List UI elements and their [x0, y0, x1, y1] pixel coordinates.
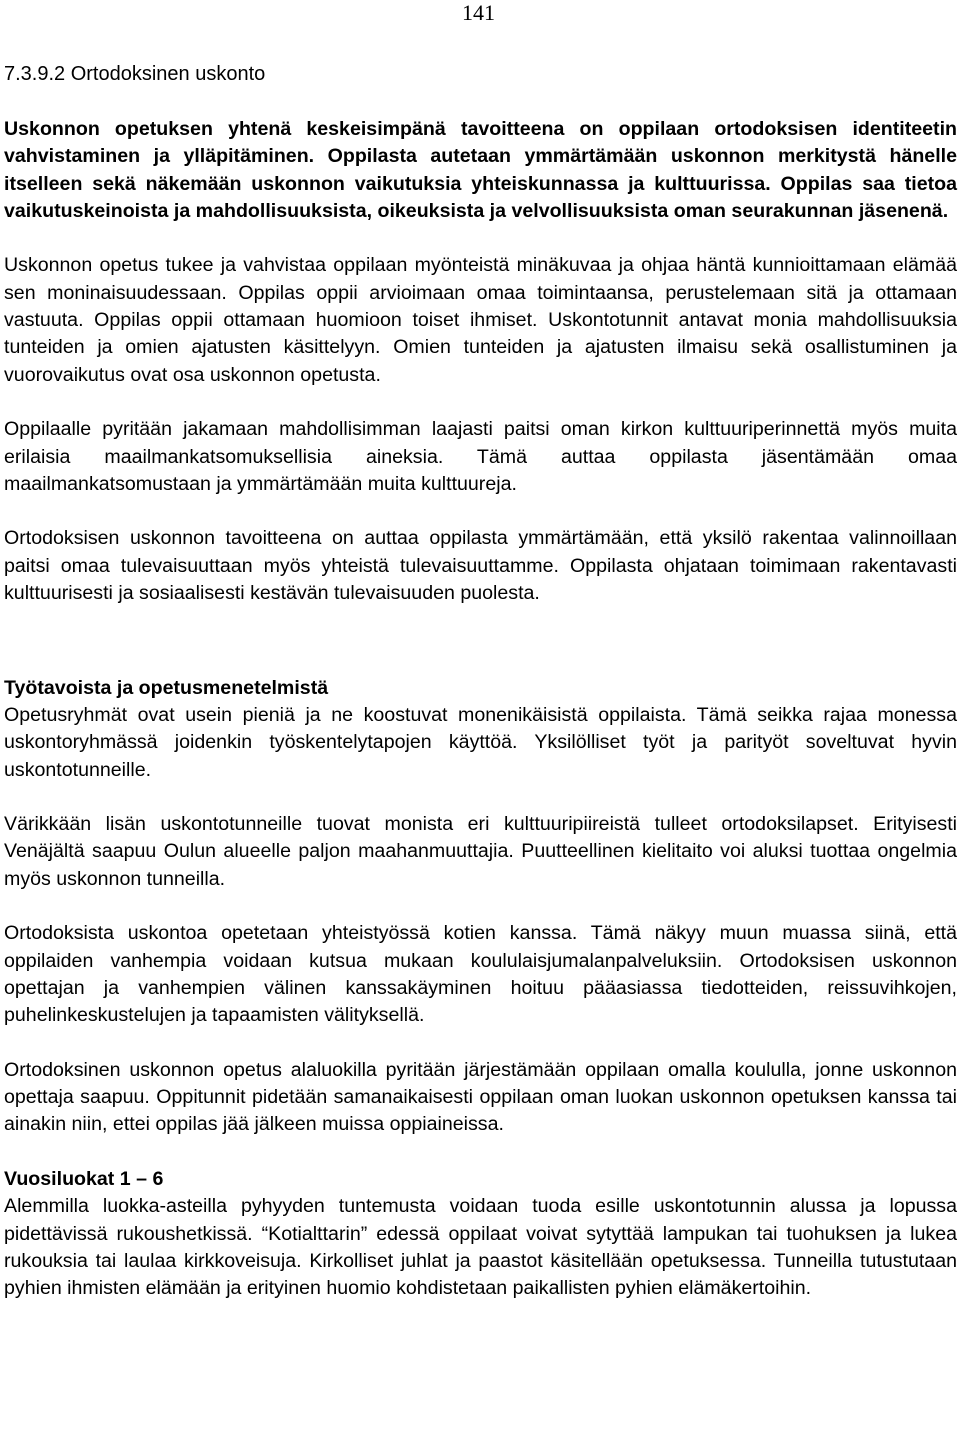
section-heading: 7.3.9.2 Ortodoksinen uskonto: [4, 63, 266, 85]
subheading-grades-1-6: Vuosiluokat 1 – 6: [4, 1167, 164, 1190]
paragraph-lower-grades: Ortodoksinen uskonnon opetus alaluokilla pyritään järjestämään oppilaan omalla koululla, jonne uskonnon opettaja saapuu. Oppitunnit pidetään samanaikaisesti oppilaan oman luokan uskonnon opetuksen kanssa tai ainakin niin, ettei oppilas jää jälkeen muissa oppiaineissa.: [4, 1058, 957, 1136]
paragraph-future: Ortodoksisen uskonnon tavoitteena on auttaa oppilasta ymmärtämään, että yksilö rakentaa valinnoillaan paitsi omaa tulevaisuuttaan myös yhteistä tulevaisuuttamme. Oppilasta ohjataan toimimaan rakentavasti kulttuurisesti ja sosiaalisesti kestävän tulevaisuuden puolesta.: [4, 527, 957, 605]
paragraph-immigrants: Värikkään lisän uskontotunneille tuovat monista eri kulttuuripiireistä tulleet ortodoksilapset. Erityisesti Venäjältä saapuu Oulun alueelle paljon maahanmuuttajia. Puutteellinen kielitaito voi aluksi tuottaa ongelmia myös uskonnon tunneilla.: [4, 813, 957, 890]
document-body: [4, 116, 957, 1302]
paragraph-goals: Uskonnon opetuksen yhtenä keskeisimpänä tavoitteena on oppilaan ortodoksisen identiteetin vahvistaminen ja ylläpitäminen. Oppilasta autetaan ymmärtämään uskonnon merkitystä hänelle itselleen sekä näkemään uskonnon vaikutuksia yhteiskunnassa ja kulttuurissa. Oppilas saa tietoa vaikutuskeinoista ja mahdollisuuksista, oikeuksista ja velvollisuuksista oman seurakunnan jäsenenä.: [4, 118, 957, 222]
page-number: 141: [462, 0, 495, 25]
paragraph-home-cooperation: Ortodoksista uskontoa opetetaan yhteistyössä kotien kanssa. Tämä näkyy muun muassa siinä, että oppilaiden vanhempia voidaan kutsua mukaan koululaisjumalanpalveluksiin. Ortodoksisen uskonnon opettajan ja vanhempien välinen kanssakäyminen hoituu pääasiassa tiedotteiden, reissuvihkojen, puhelinkeskustelujen ja tapaamisten välityksellä.: [4, 922, 957, 1027]
subheading-methods: Työtavoista ja opetusmenetelmistä: [4, 676, 329, 699]
paragraph-groups: Opetusryhmät ovat usein pieniä ja ne koostuvat monenikäisistä oppilaista. Tämä seikka rajaa monessa uskontoryhmässä joidenkin työskentelytapojen käyttöä. Yksilölliset työt ja parityöt soveltuvat hyvin uskontotunneille.: [4, 703, 957, 781]
paragraph-prayer: Alemmilla luokka-asteilla pyhyyden tuntemusta voidaan tuoda esille uskontotunnin alussa ja lopussa pidettävissä rukoushetkissä. “Kotialttarin” edessä oppilaat voivat sytyttää lampukan tai tuohuksen ja lukea rukouksia tai laulaa kirkkoveisuja. Kirkolliset juhlat ja paastot käsitellään opetuksessa. Tunneilla tutustutaan pyhien ihmisten elämään ja erityinen huomio kohdistetaan paikallisten pyhien elämäkertoihin.: [4, 1195, 957, 1300]
paragraph-self-image: Uskonnon opetus tukee ja vahvistaa oppilaan myönteistä minäkuvaa ja ohjaa häntä kunnioittamaan elämää sen moninaisuudessaan. Oppilas oppii arvioimaan omaa toimintaansa, perustelemaan sitä ja ottamaan vastuuta. Oppilas oppii ottamaan huomioon toiset ihmiset. Uskontotunnit antavat monia mahdollisuuksia tunteiden ja omien ajatusten käsittelyyn. Omien tunteiden ja ajatusten ilmaisu sekä osallistuminen ja vuorovaikutus ovat osa uskonnon opetusta.: [4, 254, 957, 386]
paragraph-worldview: Oppilaalle pyritään jakamaan mahdollisimman laajasti paitsi oman kirkon kulttuuriperinnettä myös muita erilaisia maailmankatsomuksellisia aineksia. Tämä auttaa oppilasta jäsentämään omaa maailmankatsomustaan ja ymmärtämään muita kulttuureja.: [4, 418, 957, 495]
